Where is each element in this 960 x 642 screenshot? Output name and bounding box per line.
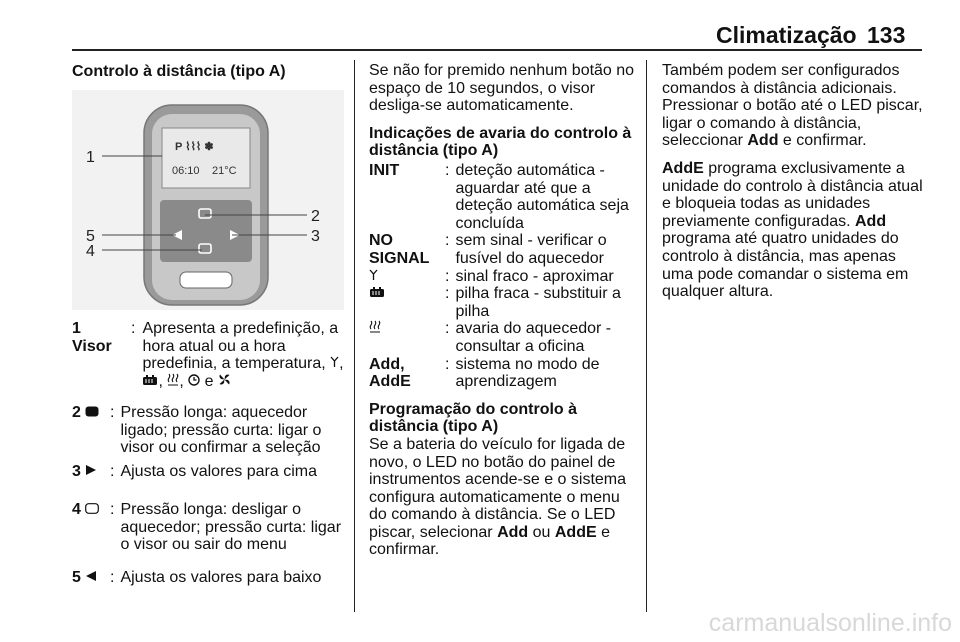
clock-icon [188, 373, 200, 391]
programming-title: Programação do controlo à distância (tipo A) [369, 400, 578, 436]
fault-desc: pilha fraca - substituir a pilha [455, 285, 621, 320]
p2-add: Add [855, 212, 887, 230]
fault-colon: : [445, 320, 450, 338]
p1-add: Add [747, 132, 779, 150]
item-3-number: 3 [72, 463, 81, 481]
fault-term-icon [369, 285, 441, 320]
callout-2: 2 [311, 208, 320, 225]
page-number: 133 [867, 22, 906, 48]
fault-colon: : [445, 232, 450, 250]
prog-text-a: Se a bateria do veículo for ligada de novo, o LED no botão do painel de instrumentos acende-se e o sistema configura automaticamente o menu do comando à distância. Se o LED piscar, selecionar [369, 435, 627, 541]
prog-add: Add [497, 523, 529, 541]
item-1-sep-3: , [179, 372, 189, 390]
display-time: 06:10 [172, 165, 200, 177]
fault-row [369, 268, 635, 286]
auto-off-paragraph: Se não for premido nenhum botão no espaço de 10 segundos, o visor desliga-se automaticamente. [369, 62, 635, 115]
antenna-icon [369, 268, 378, 286]
display-temp: 21°C [212, 165, 237, 177]
column-divider-1 [354, 60, 355, 612]
antenna-icon [330, 355, 339, 373]
fault-desc: deteção automática - aguardar até que a deteção automática seja concluída [455, 161, 629, 232]
item-1-text: Apresenta a predefinição, a hora atual ou a hora predefinia, a temperatura, [142, 320, 339, 373]
prog-ou: ou [528, 523, 555, 541]
right-column [662, 62, 928, 311]
callout-3: 3 [311, 228, 320, 245]
item-5-text: Ajusta os valores para baixo [120, 569, 322, 586]
item-2-number: 2 [72, 404, 81, 422]
legend-item-3 [72, 463, 344, 481]
remote-control-figure [72, 90, 344, 310]
left-arrow-icon [85, 569, 97, 587]
p2-adde: AddE [662, 159, 704, 177]
legend-item-1 [72, 320, 344, 390]
fault-row [369, 232, 635, 267]
fan-icon [218, 373, 231, 391]
section-title-remote: Controlo à distância (tipo A) [72, 63, 286, 80]
item-5-number: 5 [72, 569, 81, 587]
p1-b: e confirmar. [778, 132, 867, 150]
heater-icon [167, 373, 179, 391]
item-1-label: Visor [72, 337, 112, 355]
item-5-colon: : [110, 569, 115, 586]
item-1-sep-1: , [339, 355, 344, 373]
fault-row [369, 356, 635, 391]
middle-column [369, 62, 635, 569]
item-4-colon: : [110, 501, 115, 518]
right-arrow-icon [85, 463, 97, 481]
fault-row [369, 320, 635, 355]
fault-term: Add, AddE [369, 355, 411, 391]
heater-icon [369, 320, 381, 338]
off-button-icon [85, 501, 99, 519]
item-4-text: Pressão longa: desligar o aquecedor; pressão curta: ligar o visor ou sair do menu [120, 501, 342, 554]
adde-paragraph [662, 160, 928, 301]
fault-colon: : [445, 285, 450, 303]
fault-desc: sem sinal - verificar o fusível do aquecedor [455, 232, 607, 267]
item-1-desc [142, 320, 344, 390]
header-rule [72, 49, 922, 51]
fault-colon: : [445, 355, 450, 373]
fault-term-icon [369, 268, 441, 286]
fault-desc: sinal fraco - aproximar [455, 267, 614, 285]
prog-text-b: e confirmar. [369, 523, 610, 559]
item-3-text: Ajusta os valores para cima [120, 463, 317, 480]
faults-title: Indicações de avaria do controlo à distância (tipo A) [369, 124, 632, 160]
fault-term-icon [369, 320, 441, 355]
callout-4: 4 [86, 243, 95, 260]
fault-colon: : [445, 267, 450, 285]
fault-colon: : [445, 161, 450, 179]
item-1-colon: : [131, 320, 136, 337]
item-4-number: 4 [72, 501, 81, 519]
display-mode-text: P ⌇⌇⌇ ✽ [175, 141, 214, 153]
p2-a: programa exclusivamente a unidade do controlo à distância atual e bloqueia todas as unidades previamente configuradas. [662, 159, 923, 230]
fault-desc: avaria do aquecedor - consultar a oficina [455, 320, 612, 355]
callout-1: 1 [86, 149, 95, 166]
programming-paragraph [369, 436, 635, 559]
item-1-sep-4: e [200, 372, 219, 390]
fault-row [369, 285, 635, 320]
on-button-icon [85, 404, 99, 422]
battery-icon [369, 285, 385, 303]
display-screen [162, 128, 250, 188]
legend-item-2 [72, 404, 344, 457]
prog-adde: AddE [554, 523, 597, 541]
item-2-text: Pressão longa: aquecedor ligado; pressão curta: ligar o visor ou confirmar a seleção [120, 404, 322, 457]
item-1-sep-2: , [158, 372, 168, 390]
column-divider-2 [646, 60, 647, 612]
watermark: carmanualsonline.info [708, 609, 952, 637]
battery-icon [142, 373, 158, 391]
item-3-colon: : [110, 463, 115, 480]
legend-item-5 [72, 569, 344, 587]
callout-5: 5 [86, 228, 95, 245]
legend-item-4 [72, 501, 344, 554]
p2-b: programa até quatro unidades do controlo à distância, mas apenas uma pode comandar o sistema em qualquer altura. [662, 230, 909, 301]
faults-list [369, 162, 635, 391]
additional-remotes-paragraph [662, 62, 928, 150]
fault-row [369, 162, 635, 232]
page-header-title: Climatização [716, 22, 857, 48]
fault-term: NO SIGNAL [369, 232, 430, 267]
p1-a: Também podem ser configurados comandos à distância adicionais. Pressionar o botão até o LED piscar, ligar o comando à distância, seleccionar [662, 62, 923, 150]
fault-term: INIT [369, 161, 400, 179]
bottom-slot [180, 272, 232, 288]
item-1-number: 1 [72, 320, 81, 337]
fault-desc: sistema no modo de aprendizagem [455, 355, 600, 391]
item-2-colon: : [110, 404, 115, 421]
